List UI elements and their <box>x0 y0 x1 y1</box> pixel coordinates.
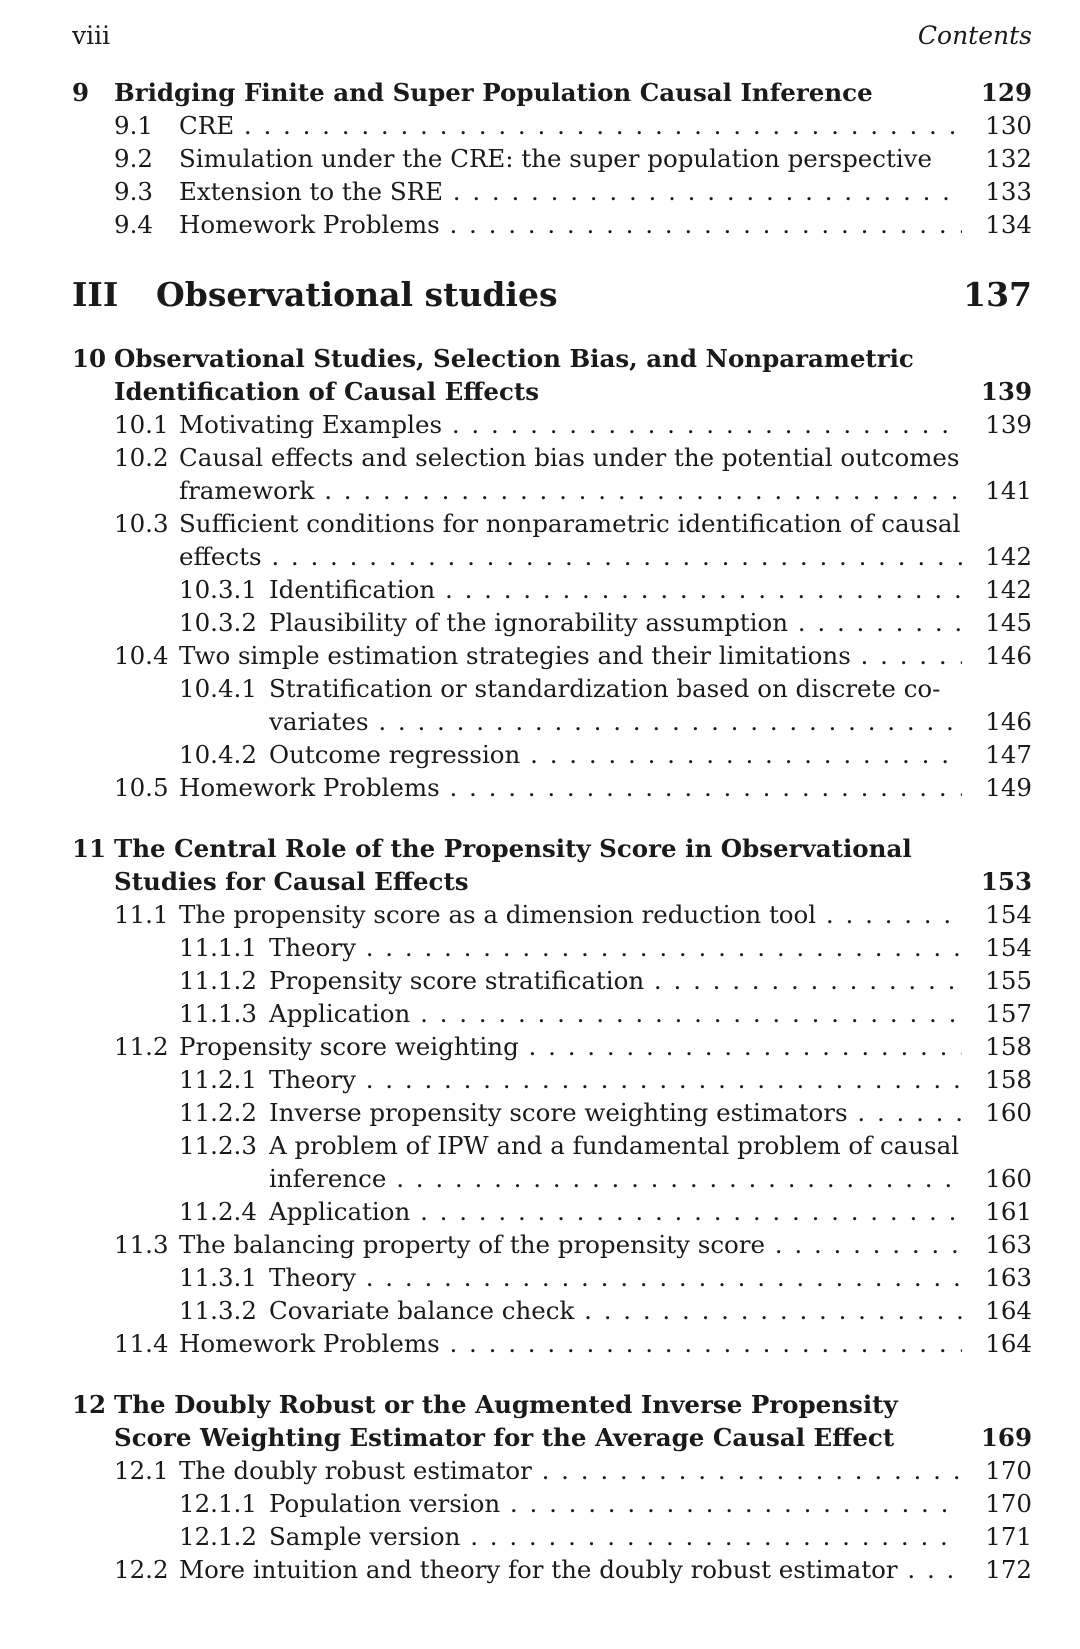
toc-subsection-cont[interactable] <box>72 1162 1032 1196</box>
section-number: 11.2 <box>114 1032 169 1061</box>
section-number: 10.4 <box>114 641 169 670</box>
subsection-number: 11.2.3 <box>179 1131 257 1160</box>
section-title-line1: Sufficient conditions for nonparametric identification of causal <box>179 509 961 538</box>
section-page: 163 <box>985 1230 1032 1259</box>
subsection-number: 10.3.1 <box>179 575 257 604</box>
subsection-title: Population version . . . <box>269 1487 962 1521</box>
section-title: More intuition and theory for the doubly robust estimator . . . <box>179 1553 962 1587</box>
subsection-number: 10.3.2 <box>179 608 257 637</box>
toc-section[interactable] <box>72 109 1032 143</box>
toc-chapter[interactable] <box>72 76 1032 110</box>
section-number: 10.1 <box>114 410 169 439</box>
chapter-number: 10 <box>72 344 107 373</box>
section-number: 9.4 <box>114 210 153 239</box>
toc-section[interactable] <box>72 441 1032 475</box>
section-page: 164 <box>985 1329 1032 1358</box>
subsection-page: 171 <box>985 1522 1032 1551</box>
toc-part[interactable] <box>72 270 1032 320</box>
toc-subsection[interactable] <box>72 1063 1032 1097</box>
subsection-number: 10.4.2 <box>179 740 257 769</box>
toc-section-cont[interactable] <box>72 474 1032 508</box>
subsection-title-line2: variates . . . <box>269 705 962 739</box>
toc-subsection[interactable] <box>72 1261 1032 1295</box>
toc-subsection[interactable] <box>72 1520 1032 1554</box>
section-number: 9.3 <box>114 177 153 206</box>
chapter-title-line1: The Central Role of the Propensity Score in Observational <box>114 834 912 863</box>
section-page: 170 <box>985 1456 1032 1485</box>
section-number: 12.1 <box>114 1456 169 1485</box>
subsection-page: 161 <box>985 1197 1032 1226</box>
toc-section[interactable] <box>72 1553 1032 1587</box>
section-number: 11.3 <box>114 1230 169 1259</box>
section-number: 9.1 <box>114 111 153 140</box>
subsection-page: 160 <box>985 1164 1032 1193</box>
toc-section[interactable] <box>72 771 1032 805</box>
section-title: The doubly robust estimator . . . <box>179 1454 962 1488</box>
chapter-title-line2: Score Weighting Estimator for the Average Causal Effect <box>114 1423 895 1452</box>
section-number: 12.2 <box>114 1555 169 1584</box>
section-page: 172 <box>985 1555 1032 1584</box>
section-number: 9.2 <box>114 144 153 173</box>
subsection-number: 11.1.1 <box>179 933 257 962</box>
chapter-title-line1: Observational Studies, Selection Bias, and Nonparametric <box>114 344 914 373</box>
running-head <box>72 16 1032 56</box>
section-title: Homework Problems . . . <box>179 771 962 805</box>
section-page: 130 <box>985 111 1032 140</box>
chapter-page: 153 <box>980 867 1032 896</box>
subsection-title: Identification . . . <box>269 573 962 607</box>
section-title: Homework Problems . . . <box>179 1327 962 1361</box>
section-page: 146 <box>985 641 1032 670</box>
subsection-title: Sample version . . . <box>269 1520 962 1554</box>
toc-subsection[interactable] <box>72 997 1032 1031</box>
part-number: III <box>72 275 119 314</box>
subsection-title: Plausibility of the ignorability assumption . . . <box>269 606 962 640</box>
subsection-page: 145 <box>985 608 1032 637</box>
toc-subsection[interactable] <box>72 1096 1032 1130</box>
section-title: The balancing property of the propensity score . . . <box>179 1228 962 1262</box>
subsection-title: Inverse propensity score weighting estimators . . . <box>269 1096 962 1130</box>
subsection-title: Theory . . . <box>269 931 962 965</box>
section-number: 11.4 <box>114 1329 169 1358</box>
section-title: Homework Problems . . . <box>179 208 962 242</box>
toc-chapter[interactable] <box>72 342 1032 376</box>
section-number: 11.1 <box>114 900 169 929</box>
subsection-page: 157 <box>985 999 1032 1028</box>
toc-section[interactable] <box>72 639 1032 673</box>
subsection-number: 11.2.2 <box>179 1098 257 1127</box>
section-page: 134 <box>985 210 1032 239</box>
section-page: 132 <box>985 144 1032 173</box>
subsection-number: 10.4.1 <box>179 674 257 703</box>
toc-section[interactable] <box>72 142 1032 176</box>
subsection-page: 170 <box>985 1489 1032 1518</box>
section-page: 139 <box>985 410 1032 439</box>
chapter-number: 9 <box>72 78 90 107</box>
section-title: Simulation under the CRE: the super population perspective <box>179 144 933 173</box>
toc-subsection[interactable] <box>72 573 1032 607</box>
toc-section-cont[interactable] <box>72 540 1032 574</box>
subsection-title: Theory . . . <box>269 1261 962 1295</box>
section-page: 158 <box>985 1032 1032 1061</box>
toc-section[interactable] <box>72 1228 1032 1262</box>
toc-section[interactable] <box>72 208 1032 242</box>
subsection-page: 163 <box>985 1263 1032 1292</box>
subsection-title: Theory . . . <box>269 1063 962 1097</box>
subsection-number: 11.1.3 <box>179 999 257 1028</box>
section-title: CRE . . . <box>179 109 962 143</box>
section-title: The propensity score as a dimension reduction tool . . . <box>179 898 962 932</box>
subsection-page: 146 <box>985 707 1032 736</box>
toc-subsection[interactable] <box>72 1129 1032 1163</box>
section-title: Motivating Examples . . . <box>179 408 962 442</box>
subsection-page: 160 <box>985 1098 1032 1127</box>
section-page: 149 <box>985 773 1032 802</box>
subsection-title: Application . . . <box>269 1195 962 1229</box>
subsection-number: 11.2.1 <box>179 1065 257 1094</box>
subsection-number: 11.3.1 <box>179 1263 257 1292</box>
toc-subsection[interactable] <box>72 606 1032 640</box>
subsection-page: 142 <box>985 575 1032 604</box>
subsection-page: 158 <box>985 1065 1032 1094</box>
toc-chapter-cont[interactable] <box>72 1421 1032 1455</box>
chapter-page: 129 <box>980 78 1032 107</box>
section-title-line2: effects . . . <box>179 540 962 574</box>
section-title-line2: framework . . . <box>179 474 962 508</box>
subsection-number: 11.1.2 <box>179 966 257 995</box>
subsection-page: 164 <box>985 1296 1032 1325</box>
toc-section[interactable] <box>72 507 1032 541</box>
chapter-title: Bridging Finite and Super Population Causal Inference <box>114 78 873 107</box>
toc-chapter[interactable] <box>72 832 1032 866</box>
toc-chapter-cont[interactable] <box>72 375 1032 409</box>
subsection-title-line1: A problem of IPW and a fundamental problem of causal <box>269 1131 960 1160</box>
part-title: Observational studies <box>156 275 558 314</box>
subsection-title: Propensity score stratification . . . <box>269 964 962 998</box>
subsection-title-line1: Stratification or standardization based on discrete co- <box>269 674 941 703</box>
subsection-title-line2: inference . . . <box>269 1162 962 1196</box>
subsection-page: 154 <box>985 933 1032 962</box>
chapter-number: 12 <box>72 1390 107 1419</box>
toc-subsection[interactable] <box>72 738 1032 772</box>
toc-section[interactable] <box>72 408 1032 442</box>
page-number: viii <box>72 21 111 50</box>
subsection-title: Application . . . <box>269 997 962 1031</box>
toc-subsection[interactable] <box>72 931 1032 965</box>
section-title-line1: Causal effects and selection bias under the potential outcomes <box>179 443 960 472</box>
chapter-title-line1: The Doubly Robust or the Augmented Inverse Propensity <box>114 1390 898 1419</box>
section-title: Two simple estimation strategies and their limitations . . . <box>179 639 962 673</box>
chapter-number: 11 <box>72 834 107 863</box>
toc-section[interactable] <box>72 1327 1032 1361</box>
section-number: 10.2 <box>114 443 169 472</box>
section-number: 10.5 <box>114 773 169 802</box>
subsection-title: Outcome regression . . . <box>269 738 962 772</box>
running-title: Contents <box>917 21 1032 50</box>
toc-section[interactable] <box>72 175 1032 209</box>
subsection-page: 155 <box>985 966 1032 995</box>
subsection-number: 11.3.2 <box>179 1296 257 1325</box>
section-number: 10.3 <box>114 509 169 538</box>
toc-subsection[interactable] <box>72 1487 1032 1521</box>
section-page: 133 <box>985 177 1032 206</box>
part-page: 137 <box>963 275 1032 314</box>
chapter-title-line2: Studies for Causal Effects <box>114 867 469 896</box>
toc-subsection[interactable] <box>72 964 1032 998</box>
toc-chapter-cont[interactable] <box>72 865 1032 899</box>
chapter-page: 169 <box>980 1423 1032 1452</box>
toc-section[interactable] <box>72 1454 1032 1488</box>
chapter-page: 139 <box>980 377 1032 406</box>
subsection-number: 12.1.1 <box>179 1489 257 1518</box>
subsection-number: 11.2.4 <box>179 1197 257 1226</box>
toc-subsection[interactable] <box>72 1195 1032 1229</box>
toc-page <box>72 0 1032 1649</box>
toc-subsection-cont[interactable] <box>72 705 1032 739</box>
subsection-number: 12.1.2 <box>179 1522 257 1551</box>
section-page: 154 <box>985 900 1032 929</box>
section-title: Extension to the SRE . . . <box>179 175 962 209</box>
toc-subsection[interactable] <box>72 1294 1032 1328</box>
subsection-page: 147 <box>985 740 1032 769</box>
section-page: 142 <box>985 542 1032 571</box>
toc-chapter[interactable] <box>72 1388 1032 1422</box>
toc-section[interactable] <box>72 1030 1032 1064</box>
toc-section[interactable] <box>72 898 1032 932</box>
section-page: 141 <box>985 476 1032 505</box>
section-title: Propensity score weighting . . . <box>179 1030 962 1064</box>
toc-subsection[interactable] <box>72 672 1032 706</box>
subsection-title: Covariate balance check . . . <box>269 1294 962 1328</box>
chapter-title-line2: Identification of Causal Effects <box>114 377 540 406</box>
